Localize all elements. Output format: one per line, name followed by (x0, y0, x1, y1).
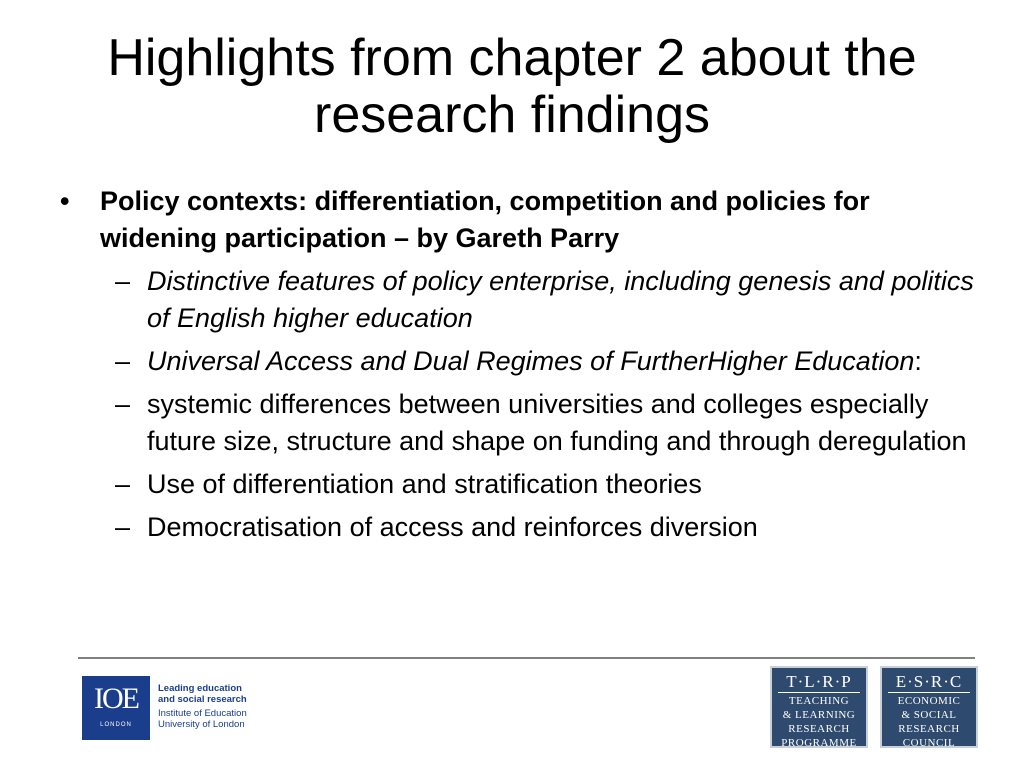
sub-bullet-text: Use of differentiation and stratification theories (147, 469, 702, 499)
esrc-line-4: COUNCIL (902, 737, 956, 749)
sub-bullet-list (115, 263, 980, 546)
dash-marker: – (115, 346, 131, 376)
sub-bullet-text: Distinctive features of policy enterprise, including genesis and politics of English higher education (147, 266, 974, 333)
ioe-logo-mark: IOE (94, 682, 138, 715)
tlrp-line-3: RESEARCH (788, 723, 850, 735)
dash-marker: – (115, 389, 131, 419)
esrc-logo (880, 666, 978, 748)
tlrp-line-1: TEACHING (788, 695, 850, 707)
main-bullet (60, 183, 980, 257)
slide-title: Highlights from chapter 2 about the research findings (107, 29, 917, 144)
esrc-line-3: RESEARCH (898, 723, 960, 735)
tlrp-line-2: & LEARNING (782, 709, 856, 721)
esrc-rule (888, 692, 970, 693)
tlrp-logo (770, 666, 868, 748)
sub-bullet (115, 466, 980, 503)
tlrp-line-4: PROGRAMME (781, 737, 857, 749)
slide-content (60, 183, 980, 552)
sub-bullet-text: systemic differences between universities and colleges especially future size, structure and shape on funding and through deregulation (147, 389, 967, 456)
main-bullet-text: Policy contexts: differentiation, competition and policies for widening participation – by Gareth Parry (100, 186, 870, 253)
sub-bullet-text: Democratisation of access and reinforces diversion (147, 512, 758, 542)
dash-marker: – (115, 512, 131, 542)
sub-bullet (115, 263, 980, 337)
footer-divider (78, 657, 975, 659)
ioe-logo (82, 676, 150, 740)
ioe-institution-2: University of London (158, 719, 245, 730)
ioe-logo-sub: LONDON (100, 722, 132, 728)
sub-bullet (115, 343, 980, 380)
dash-marker: – (115, 266, 131, 296)
sub-bullet (115, 386, 980, 460)
ioe-tagline-2: and social research (158, 694, 247, 705)
esrc-line-1: ECONOMIC (897, 695, 961, 707)
ioe-text (158, 683, 247, 730)
bullet-marker: • (60, 186, 70, 216)
esrc-acronym: E·S·R·C (895, 672, 963, 691)
ioe-institution-1: Institute of Education (158, 708, 247, 719)
esrc-line-2: & SOCIAL (901, 709, 957, 721)
sub-bullet-suffix: : (914, 346, 922, 376)
tlrp-rule (778, 692, 860, 693)
dash-marker: – (115, 469, 131, 499)
sub-bullet (115, 509, 980, 546)
sub-bullet-text: Universal Access and Dual Regimes of FurtherHigher Education (147, 346, 915, 376)
tlrp-acronym: T·L·R·P (786, 672, 852, 691)
ioe-tagline-1: Leading education (158, 683, 242, 694)
